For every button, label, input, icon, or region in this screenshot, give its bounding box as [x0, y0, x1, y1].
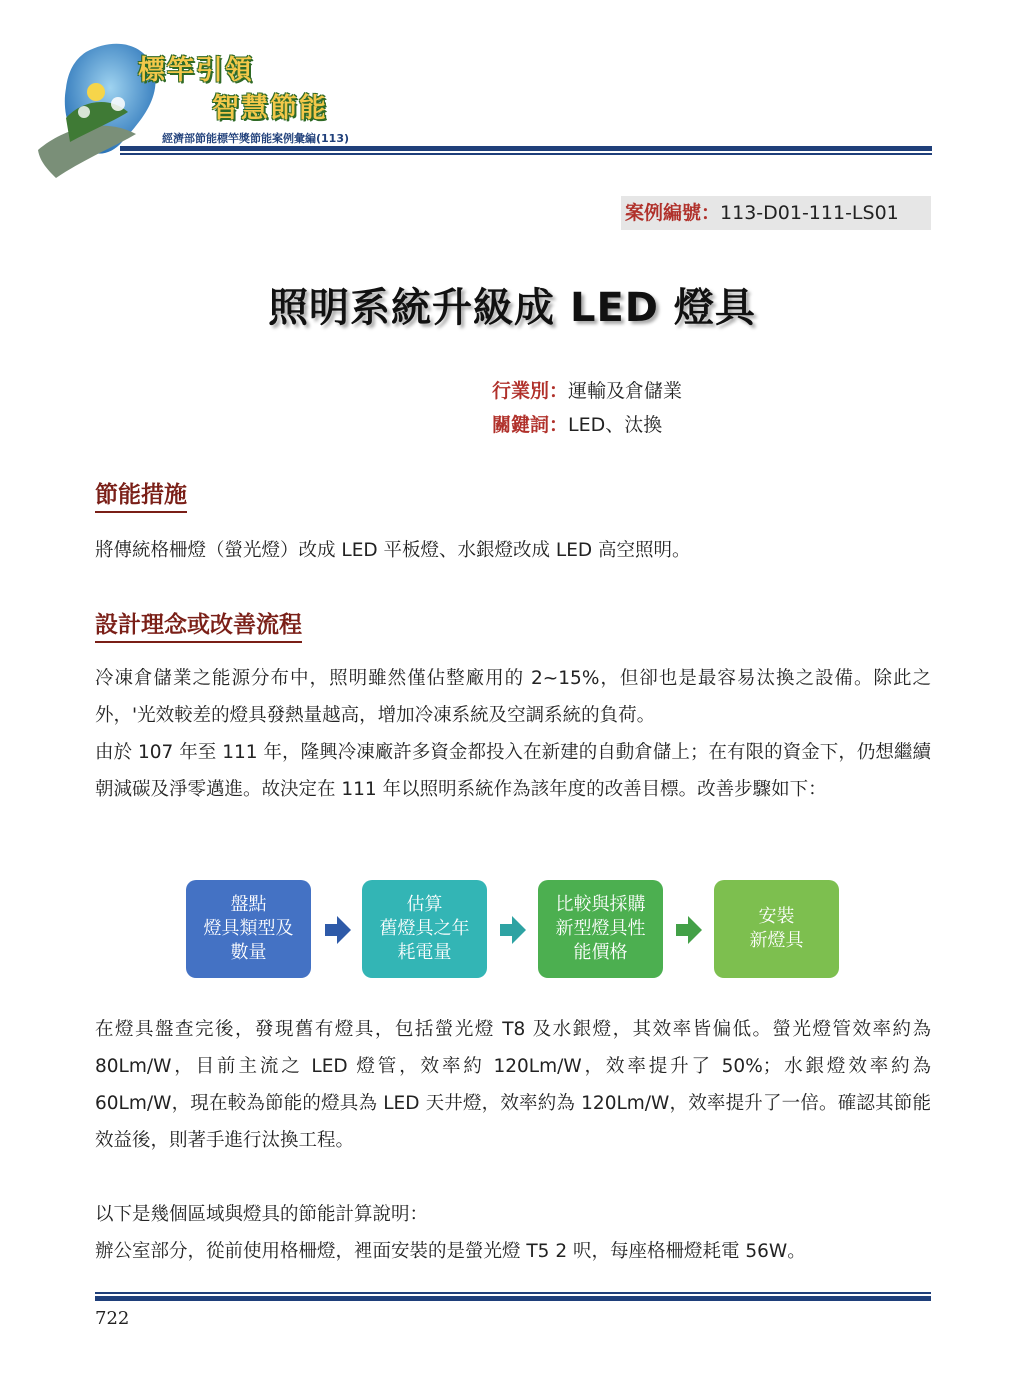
- logo-text-line2: 智慧節能: [212, 93, 328, 124]
- design-paragraph-2: 由於 107 年至 111 年，隆興冷凍廠許多資金都投入在新建的自動倉儲上；在有限的資金下，仍想繼續朝減碳及淨零邁進。故決定在 111 年以照明系統作為該年度的改善目標。改善步驟如下：: [95, 742, 931, 800]
- flow-step-line: 能價格: [573, 942, 628, 963]
- case-number-box: [621, 196, 931, 230]
- design-body: [95, 660, 931, 808]
- flow-step-title: 估算: [406, 894, 443, 915]
- flow-step-estimate: [362, 880, 487, 978]
- analysis-paragraph: 在燈具盤查完後，發現舊有燈具，包括螢光燈 T8 及水銀燈，其效率皆偏低。螢光燈管效率約為 80Lm/W，目前主流之 LED 燈管，效率約 120Lm/W，效率提升了 50%；水銀燈效率約為 60Lm/W，現在較為節能的燈具為 LED 天井燈，效率約為 120Lm/W，效率提升了一倍。確認其節能效益後，則著手進行汰換工程。: [95, 1019, 931, 1151]
- page-number: 722: [95, 1308, 130, 1329]
- industry-value: 運輸及倉儲業: [568, 380, 683, 402]
- flow-step-line: 耗電量: [397, 942, 452, 963]
- flow-step-line: 新燈具: [749, 930, 804, 951]
- calculation-intro: 以下是幾個區域與燈具的節能計算說明：: [95, 1204, 429, 1225]
- flow-arrow-icon: [325, 916, 351, 944]
- keywords-value: LED、汰換: [568, 414, 663, 436]
- flow-step-compare: [538, 880, 663, 978]
- flow-step-line: 新型燈具性: [555, 918, 646, 939]
- header-rule-thin: [120, 153, 932, 155]
- flow-step-line: 舊燈具之年: [379, 918, 470, 939]
- measures-text: 將傳統格柵燈（螢光燈）改成 LED 平板燈、水銀燈改成 LED 高空照明。: [95, 540, 691, 561]
- logo-text-line1: 標竿引領: [138, 55, 254, 86]
- footer-rule: [95, 1296, 931, 1301]
- measures-heading: 節能措施: [95, 476, 187, 513]
- page-title: 照明系統升級成 LED 燈具: [268, 285, 756, 331]
- header-rule: [120, 146, 932, 151]
- case-number-value: 113-D01-111-LS01: [720, 202, 899, 224]
- flow-step-title: 比較與採購: [555, 894, 646, 915]
- design-paragraph-1: 冷凍倉儲業之能源分布中，照明雖然僅佔整廠用的 2~15%，但卻也是最容易汰換之設備。除此之外，'光效較差的燈具發熱量越高，增加冷凍系統及空調系統的負荷。: [95, 668, 931, 726]
- flow-arrow-icon: [676, 916, 702, 944]
- footer-rule-thin: [95, 1292, 931, 1294]
- flow-step-line: 燈具類型及: [203, 918, 294, 939]
- calculation-office: 辦公室部分，從前使用格柵燈，裡面安裝的是螢光燈 T5 2 呎，每座格柵燈耗電 56W。: [95, 1241, 806, 1262]
- keywords-line: [492, 410, 662, 437]
- flow-step-title: 安裝: [758, 906, 795, 927]
- flow-step-install: [714, 880, 839, 978]
- header-subtitle: 經濟部節能標竿獎節能案例彙編(113): [162, 132, 350, 145]
- calculation-body: [95, 1196, 931, 1270]
- flow-step-line: 數量: [230, 942, 267, 963]
- flow-step-inventory: [186, 880, 311, 978]
- case-number-label: 案例編號：: [625, 202, 721, 224]
- process-flow: [0, 880, 1024, 980]
- industry-line: [492, 376, 682, 403]
- flow-arrow-icon: [500, 916, 526, 944]
- flow-step-title: 盤點: [230, 894, 267, 915]
- design-heading: 設計理念或改善流程: [95, 606, 302, 643]
- keywords-label: 關鍵詞：: [492, 414, 569, 436]
- industry-label: 行業別：: [492, 380, 569, 402]
